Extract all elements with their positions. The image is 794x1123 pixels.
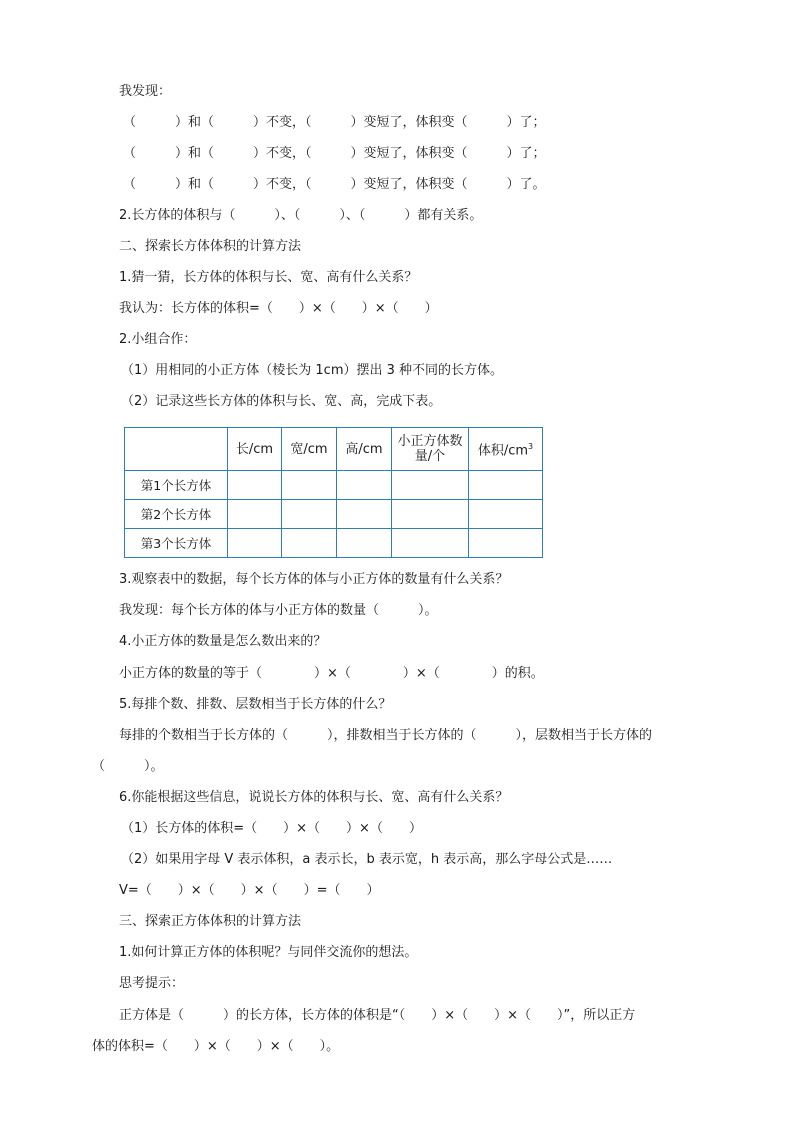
table-header-row <box>125 428 543 471</box>
finding-blank-line-2: （ ）和（ ）不变，（ ）变短了，体积变（ ）了； <box>123 146 546 161</box>
question-relation-summary: 6.你能根据这些信息，说说长方体的体积与长、宽、高有什么关系？ <box>119 790 509 805</box>
observe-answer-line: 我发现：每个长方体的体与小正方体的数量（ ）。 <box>119 603 438 618</box>
question-cube-volume: 1.如何计算正方体的体积呢？与同伴交流你的想法。 <box>119 945 418 960</box>
hint-line-2: 体的体积=（ ）×（ ）×（ ）。 <box>92 1039 340 1054</box>
row-layer-answer-line: 每排的个数相当于长方体的（ ），排数相当于长方体的（ ），层数相当于长方体的 <box>119 728 653 743</box>
question-row-layer: 5.每排个数、排数、层数相当于长方体的什么？ <box>119 697 392 712</box>
question-guess: 1.猜一猜，长方体的体积与长、宽、高有什么关系？ <box>119 270 418 285</box>
answer-cell[interactable] <box>282 529 337 558</box>
answer-cell[interactable] <box>392 529 469 558</box>
summary-step-1: （1）长方体的体积=（ ）×（ ）×（ ） <box>121 821 422 836</box>
answer-cell[interactable] <box>228 529 282 558</box>
row-label: 第3个长方体 <box>125 529 228 558</box>
table-row <box>125 500 543 529</box>
answer-cell[interactable] <box>469 471 543 500</box>
letter-formula-line: V=（ ）×（ ）×（ ）=（ ） <box>119 883 380 898</box>
row-label: 第2个长方体 <box>125 500 228 529</box>
header-width: 宽/cm <box>282 428 337 471</box>
answer-cell[interactable] <box>337 529 392 558</box>
volume-unit-exponent: 3 <box>528 442 534 452</box>
question-observe-data: 3.观察表中的数据，每个长方体的体与小正方体的数量有什么关系？ <box>119 572 509 587</box>
hint-heading: 思考提示： <box>119 976 185 991</box>
table-row <box>125 471 543 500</box>
finding-blank-line-1: （ ）和（ ）不变，（ ）变短了，体积变（ ）了； <box>123 115 546 130</box>
answer-cell[interactable] <box>469 500 543 529</box>
summary-step-2: （2）如果用字母 V 表示体积，a 表示长，b 表示宽，h 表示高，那么字母公式是…… <box>121 852 613 867</box>
guess-answer-line: 我认为：长方体的体积=（ ）×（ ）×（ ） <box>119 301 438 316</box>
finding-blank-line-3: （ ）和（ ）不变，（ ）变短了，体积变（ ）了。 <box>123 177 546 192</box>
answer-cell[interactable] <box>337 500 392 529</box>
answer-cell[interactable] <box>282 471 337 500</box>
header-height: 高/cm <box>337 428 392 471</box>
answer-cell[interactable] <box>228 500 282 529</box>
answer-cell[interactable] <box>282 500 337 529</box>
row-label: 第1个长方体 <box>125 471 228 500</box>
header-empty-cell <box>125 428 228 471</box>
answer-cell[interactable] <box>392 471 469 500</box>
header-cube-count: 小正方体数量/个 <box>392 428 469 471</box>
question-group-work: 2.小组合作： <box>119 332 197 347</box>
section-heading-cube-volume: 三、探索正方体体积的计算方法 <box>119 914 302 929</box>
table-row <box>125 529 543 558</box>
question-volume-relation: 2.长方体的体积与（ ）、（ ）、（ ）都有关系。 <box>119 208 483 223</box>
answer-cell[interactable] <box>469 529 543 558</box>
question-count-cubes: 4.小正方体的数量是怎么数出来的？ <box>119 634 327 649</box>
row-layer-answer-continued: （ ）。 <box>92 759 164 774</box>
header-volume: 体积$/cm^3$ <box>469 428 543 471</box>
finding-heading: 我发现： <box>119 84 172 99</box>
hint-line-1: 正方体是（ ）的长方体，长方体的体积是“（ ）×（ ）×（ ）”，所以正方 <box>119 1008 636 1023</box>
section-heading-cuboid-volume: 二、探索长方体体积的计算方法 <box>119 239 302 254</box>
answer-cell[interactable] <box>337 471 392 500</box>
header-length: 长/cm <box>228 428 282 471</box>
group-work-step-2: （2）记录这些长方体的体积与长、宽、高，完成下表。 <box>121 394 442 409</box>
answer-cell[interactable] <box>392 500 469 529</box>
answer-cell[interactable] <box>228 471 282 500</box>
group-work-step-1: （1）用相同的小正方体（棱长为 1cm）摆出 3 种不同的长方体。 <box>121 363 504 378</box>
record-table <box>124 427 543 558</box>
count-answer-line: 小正方体的数量的等于（ ）×（ ）×（ ）的积。 <box>119 666 544 681</box>
